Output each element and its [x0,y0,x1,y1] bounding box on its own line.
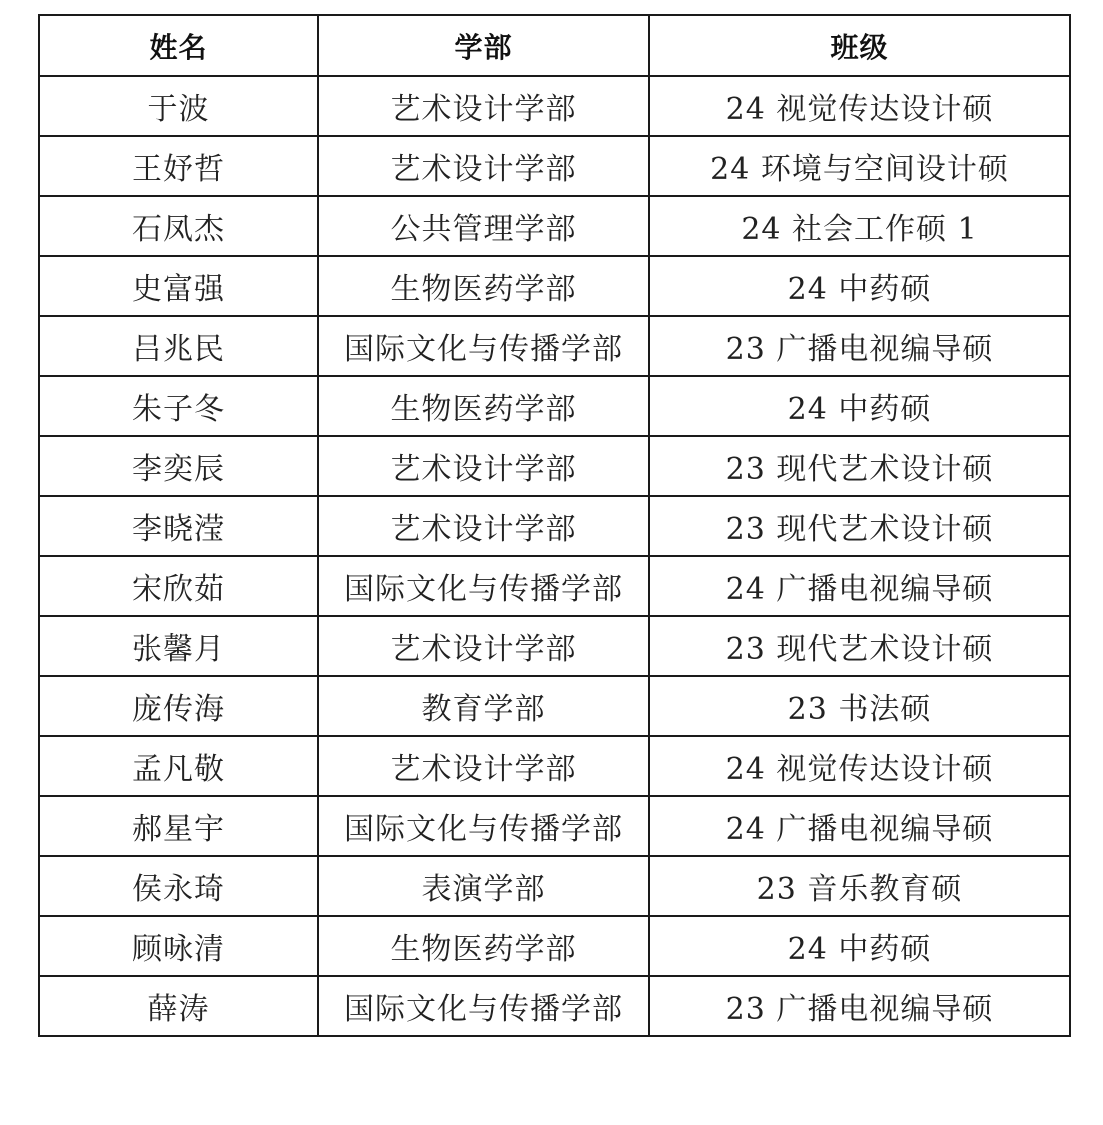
cell-name: 史富强 [39,256,318,316]
cell-name: 王妤哲 [39,136,318,196]
cell-department: 艺术设计学部 [318,436,649,496]
header-class: 班级 [649,15,1070,76]
cell-department: 表演学部 [318,856,649,916]
table-row [39,916,1070,976]
cell-class: 24 广播电视编导硕 [649,796,1070,856]
cell-department: 艺术设计学部 [318,736,649,796]
cell-department: 国际文化与传播学部 [318,316,649,376]
cell-department: 国际文化与传播学部 [318,556,649,616]
table-header-row [39,15,1070,76]
cell-name: 李晓滢 [39,496,318,556]
cell-class: 24 社会工作硕 1 [649,196,1070,256]
cell-name: 郝星宇 [39,796,318,856]
cell-name: 宋欣茹 [39,556,318,616]
cell-class: 24 广播电视编导硕 [649,556,1070,616]
table-row [39,136,1070,196]
cell-name: 顾咏清 [39,916,318,976]
cell-department: 艺术设计学部 [318,76,649,136]
cell-class: 24 中药硕 [649,376,1070,436]
table-row [39,196,1070,256]
table-row [39,616,1070,676]
cell-name: 李奕辰 [39,436,318,496]
cell-class: 24 视觉传达设计硕 [649,76,1070,136]
table-row [39,496,1070,556]
header-department: 学部 [318,15,649,76]
cell-department: 生物医药学部 [318,256,649,316]
cell-department: 国际文化与传播学部 [318,976,649,1036]
cell-name: 薛涛 [39,976,318,1036]
table-row [39,796,1070,856]
cell-class: 24 中药硕 [649,256,1070,316]
table-row [39,736,1070,796]
student-table [38,14,1071,1037]
student-table-container [38,14,1071,1037]
cell-department: 艺术设计学部 [318,136,649,196]
table-row [39,256,1070,316]
cell-department: 艺术设计学部 [318,616,649,676]
cell-name: 于波 [39,76,318,136]
table-row [39,556,1070,616]
table-row [39,76,1070,136]
cell-class: 24 视觉传达设计硕 [649,736,1070,796]
cell-name: 张馨月 [39,616,318,676]
cell-name: 孟凡敬 [39,736,318,796]
cell-class: 23 广播电视编导硕 [649,316,1070,376]
cell-department: 生物医药学部 [318,916,649,976]
cell-class: 23 书法硕 [649,676,1070,736]
table-row [39,676,1070,736]
table-row [39,316,1070,376]
table-row [39,436,1070,496]
cell-name: 朱子冬 [39,376,318,436]
cell-class: 23 音乐教育硕 [649,856,1070,916]
cell-department: 公共管理学部 [318,196,649,256]
cell-class: 23 现代艺术设计硕 [649,436,1070,496]
cell-department: 教育学部 [318,676,649,736]
cell-name: 石凤杰 [39,196,318,256]
cell-class: 23 现代艺术设计硕 [649,496,1070,556]
cell-class: 23 现代艺术设计硕 [649,616,1070,676]
header-name: 姓名 [39,15,318,76]
cell-department: 国际文化与传播学部 [318,796,649,856]
cell-class: 23 广播电视编导硕 [649,976,1070,1036]
table-row [39,856,1070,916]
table-row [39,976,1070,1036]
cell-class: 24 中药硕 [649,916,1070,976]
cell-name: 吕兆民 [39,316,318,376]
cell-department: 生物医药学部 [318,376,649,436]
table-row [39,376,1070,436]
cell-class: 24 环境与空间设计硕 [649,136,1070,196]
cell-name: 庞传海 [39,676,318,736]
cell-department: 艺术设计学部 [318,496,649,556]
cell-name: 侯永琦 [39,856,318,916]
